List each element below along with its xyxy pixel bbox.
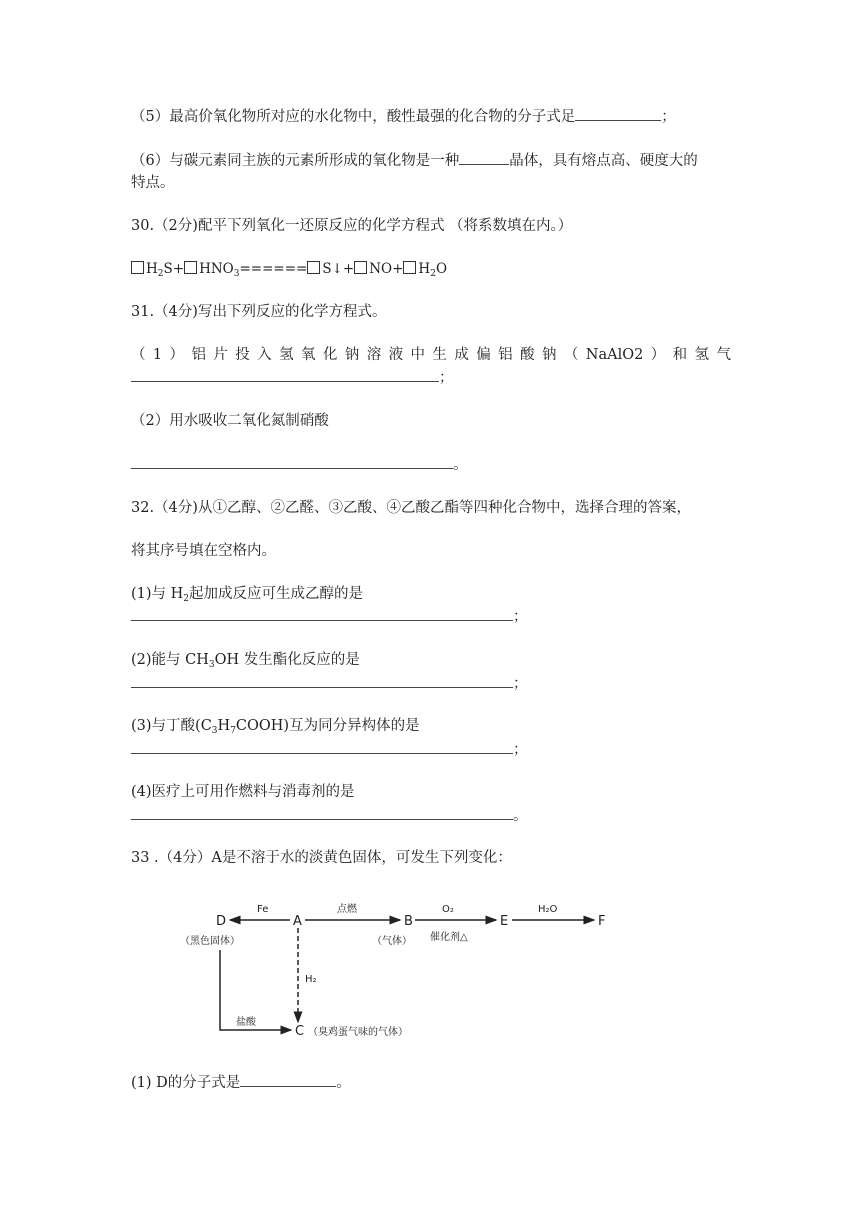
node-B: B — [404, 914, 413, 929]
q31-1-char: 液 — [388, 347, 404, 363]
question-32-3-answer — [131, 739, 528, 760]
answer-blank[interactable] — [131, 606, 513, 621]
q31-2-end: 。 — [453, 457, 468, 473]
eq-text: NO+ — [369, 261, 404, 277]
q32-2-text: OH 发生酯化反应的是 — [214, 652, 360, 668]
label-catalyst: 催化剂△ — [430, 932, 468, 943]
question-33-title: 33 .（4分）A是不溶于水的淡黄色固体，可发生下列变化： — [131, 850, 512, 866]
eq-text: H — [146, 261, 158, 277]
label-ignite: 点燃 — [337, 904, 357, 915]
q31-1-char: （ — [131, 347, 146, 363]
q32-3-end: ； — [513, 742, 528, 758]
q32-2-text: (2)能与 CH — [131, 652, 209, 668]
q29-5-text: （5）最高价氧化物所对应的水化物中，酸性最强的化合物的分子式足 — [131, 109, 576, 125]
reaction-flow-diagram — [180, 890, 620, 1050]
q32-3-sub: 7 — [230, 726, 236, 736]
label-b-note: （气体） — [372, 936, 412, 947]
label-hcl: 盐酸 — [236, 1017, 256, 1028]
coefficient-box[interactable] — [354, 261, 367, 274]
q31-1-char: 氢 — [279, 347, 294, 363]
eq-sub: 2 — [157, 269, 164, 279]
node-F: F — [598, 914, 606, 929]
label-h2o: H₂O — [538, 904, 558, 915]
question-30-equation — [131, 259, 447, 284]
eq-text: S+ — [163, 261, 185, 277]
q31-1-char: ） — [169, 347, 185, 363]
question-29-5 — [131, 106, 676, 127]
question-32-2 — [131, 650, 360, 675]
question-29-6-cont: 特点。 — [131, 175, 175, 191]
answer-blank[interactable] — [131, 739, 513, 754]
q32-4-end: 。 — [513, 808, 528, 824]
label-h2: H₂ — [305, 974, 317, 985]
q32-1-sub: 2 — [183, 594, 190, 604]
answer-blank[interactable] — [459, 150, 509, 165]
q31-1-char: 成 — [454, 347, 469, 363]
node-A: A — [293, 914, 302, 929]
answer-blank[interactable] — [131, 454, 453, 469]
question-31-2-answer — [131, 454, 468, 475]
question-32-title: 32.（4分)从①乙醇、②乙醛、③乙酸、④乙酸乙酯等四种化合物中，选择合理的答案， — [131, 500, 691, 516]
q31-1-char: 酸 — [520, 347, 535, 363]
answer-blank[interactable] — [240, 1072, 336, 1087]
eq-sub: 2 — [430, 269, 436, 279]
question-31-1-answer — [131, 367, 454, 388]
q33-1-end: 。 — [336, 1075, 351, 1091]
q32-3-text: H — [217, 718, 231, 734]
coefficient-box[interactable] — [184, 261, 197, 274]
q32-1-end: ； — [513, 609, 528, 625]
question-31-2: （2）用水吸收二氧化氮制硝酸 — [131, 413, 329, 429]
q32-3-text: COOH)互为同分异构体的是 — [235, 718, 420, 734]
label-c-note: （臭鸡蛋气味的气体） — [308, 1027, 408, 1038]
q31-1-char: 偏 — [476, 347, 491, 363]
q31-1-char: NaAlO2 — [585, 347, 644, 363]
q33-1-text: (1) D的分子式是 — [131, 1075, 241, 1091]
q31-1-char: 中 — [410, 347, 426, 363]
eq-text: H — [418, 261, 431, 277]
q29-6-text-a: （6）与碳元素同主族的元素所形成的氧化物是一种 — [131, 153, 460, 169]
q31-1-char: ） — [650, 347, 666, 363]
eq-text: S↓+ — [322, 261, 355, 277]
question-32-3 — [131, 716, 420, 741]
q31-1-char: 溶 — [366, 347, 382, 363]
question-32-2-answer — [131, 673, 528, 694]
q31-1-char: 化 — [322, 347, 338, 363]
q31-1-char: 片 — [213, 347, 228, 363]
q31-1-char: 铝 — [191, 347, 206, 363]
q31-1-char: 和 — [672, 347, 688, 363]
q32-3-text: (3)与丁酸(C — [131, 718, 212, 734]
question-30-title: 30.（2分)配平下列氧化一还原反应的化学方程式 （将系数填在内。） — [131, 218, 573, 234]
q32-2-end: ； — [513, 676, 528, 692]
answer-blank[interactable] — [131, 367, 439, 382]
eq-text: O — [435, 261, 448, 277]
q29-6-text-b: 晶体，具有熔点高、硬度大的 — [509, 153, 698, 169]
q29-5-end: ； — [661, 109, 676, 125]
question-31-1 — [131, 345, 731, 365]
eq-text: HNO — [199, 261, 234, 277]
eq-sub: 3 — [233, 269, 240, 279]
eq-text: ====== — [239, 261, 308, 277]
q31-1-char: 1 — [152, 347, 163, 363]
question-32-4: (4)医疗上可用作燃料与消毒剂的是 — [131, 784, 355, 800]
q31-1-char: 钠 — [541, 347, 557, 363]
answer-blank[interactable] — [131, 673, 513, 688]
q31-1-char: 气 — [716, 347, 731, 363]
q31-1-char: 投 — [235, 347, 250, 363]
question-31-title: 31.（4分)写出下列反应的化学方程式。 — [131, 304, 387, 320]
node-E: E — [500, 914, 509, 929]
q31-1-char: 钠 — [344, 347, 360, 363]
q31-1-char: 铝 — [498, 347, 513, 363]
q32-1-text: (1)与 H — [131, 586, 184, 602]
question-29-6 — [131, 150, 698, 171]
label-d-note: （黑色固体） — [180, 936, 240, 947]
answer-blank[interactable] — [131, 805, 513, 820]
q32-3-sub: 3 — [211, 726, 218, 736]
q32-1-text: 起加成反应可生成乙醇的是 — [189, 586, 364, 602]
q31-1-char: 氧 — [300, 347, 316, 363]
coefficient-box[interactable] — [131, 261, 144, 274]
q31-1-char: 入 — [257, 347, 272, 363]
question-32-title-cont: 将其序号填在空格内。 — [131, 543, 276, 559]
coefficient-box[interactable] — [403, 261, 416, 274]
question-32-4-answer — [131, 805, 528, 826]
q32-2-sub: 3 — [208, 660, 215, 670]
node-C: C — [295, 1024, 305, 1039]
coefficient-box[interactable] — [307, 261, 320, 274]
question-33-1 — [131, 1072, 351, 1093]
label-o2: O₂ — [442, 904, 454, 915]
q31-1-char: 氢 — [694, 347, 710, 363]
node-D: D — [216, 914, 227, 929]
q31-1-char: （ — [563, 347, 579, 363]
question-32-1-answer — [131, 606, 528, 627]
answer-blank[interactable] — [575, 106, 661, 121]
q31-1-end: ； — [439, 370, 454, 386]
label-fe: Fe — [257, 904, 269, 915]
q31-1-char: 生 — [432, 347, 447, 363]
